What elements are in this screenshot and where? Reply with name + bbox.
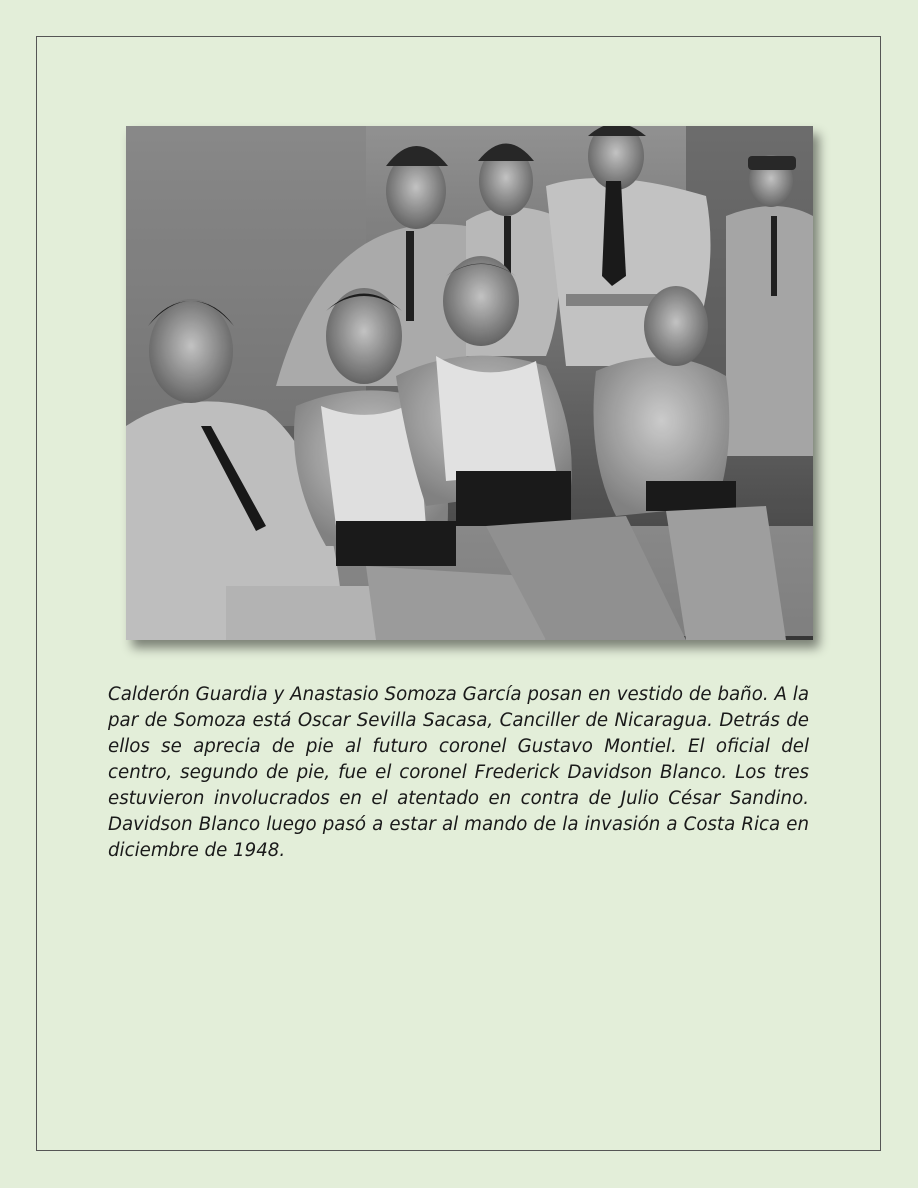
photo-caption: Calderón Guardia y Anastasio Somoza García posan en vestido de baño. A la par de Somoza está Oscar Sevilla Sacasa, Canciller de Nicaragua. Detrás de ellos se aprecia de pie al futuro coronel Gustavo Montiel. El oficial del centro, segundo de pie, fue el coronel Frederick Davidson Blanco. Los tres estuvieron involucrados en el atentado en contra de Julio César Sandino. Davidson Blanco luego pasó a estar al mando de la invasión a Costa Rica en diciembre de 1948.	[108, 684, 809, 861]
historical-photograph	[126, 126, 813, 640]
